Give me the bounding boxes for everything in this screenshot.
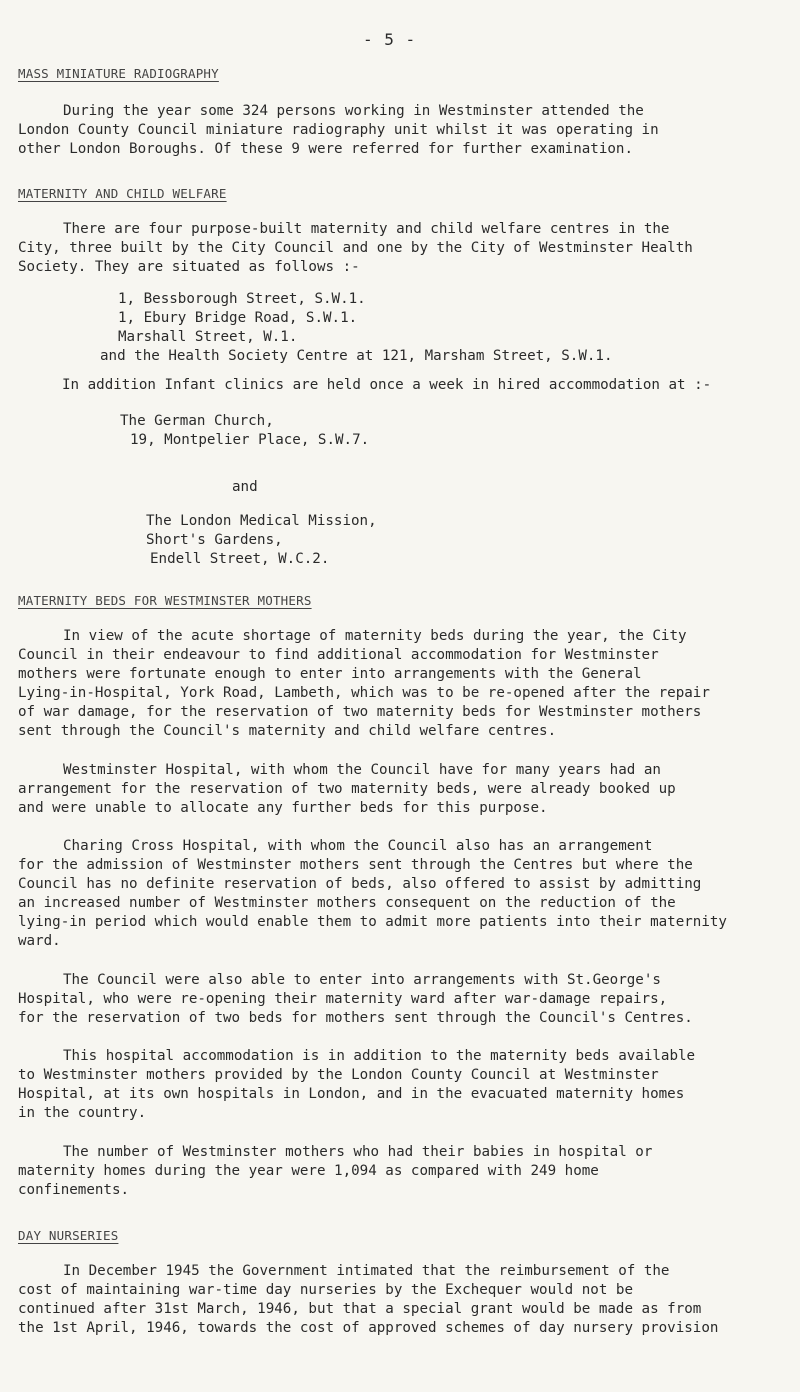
text-line: an increased number of Westminster mothers consequent on the reduction of the xyxy=(18,895,676,911)
text-line: cost of maintaining war-time day nurseries by the Exchequer would not be xyxy=(18,1282,633,1298)
text-line: other London Boroughs. Of these 9 were referred for further examination. xyxy=(18,141,633,157)
paragraph-beds-1 xyxy=(18,627,788,741)
paragraph-beds-6 xyxy=(18,1143,788,1200)
text-line: Westminster Hospital, with whom the Council have for many years had an xyxy=(63,762,661,778)
text-line: In view of the acute shortage of maternity beds during the year, the City xyxy=(63,628,687,644)
and-connector: and xyxy=(232,479,258,495)
address-line: 19, Montpelier Place, S.W.7. xyxy=(130,432,370,448)
centres-list xyxy=(118,290,366,347)
text-line: Council in their endeavour to find additional accommodation for Westminster xyxy=(18,647,659,663)
text-line: in the country. xyxy=(18,1105,147,1121)
text-line: London County Council miniature radiography unit whilst it was operating in xyxy=(18,122,659,138)
text-line: In December 1945 the Government intimated that the reimbursement of the xyxy=(63,1263,670,1279)
heading-maternity-beds: MATERNITY BEDS FOR WESTMINSTER MOTHERS xyxy=(18,593,312,608)
paragraph-beds-2 xyxy=(18,761,788,818)
text-line: ward. xyxy=(18,933,61,949)
centre-address: Marshall Street, W.1. xyxy=(118,329,298,345)
text-line: This hospital accommodation is in addition to the maternity beds available xyxy=(63,1048,696,1064)
text-line: lying-in period which would enable them to admit more patients into their maternity xyxy=(18,914,727,930)
paragraph-beds-3 xyxy=(18,837,788,951)
text-line: Lying-in-Hospital, York Road, Lambeth, which was to be re-opened after the repair xyxy=(18,685,710,701)
text-line: arrangement for the reservation of two maternity beds, were already booked up xyxy=(18,781,676,797)
text-line: and were unable to allocate any further beds for this purpose. xyxy=(18,800,548,816)
paragraph-mass-radiography xyxy=(18,102,788,159)
clinic-address-medical-mission xyxy=(146,512,377,569)
clinic-address-german-church xyxy=(120,412,369,450)
paragraph-beds-4 xyxy=(18,971,788,1028)
centre-address: 1, Bessborough Street, S.W.1. xyxy=(118,291,366,307)
text-line: Charing Cross Hospital, with whom the Council also has an arrangement xyxy=(63,838,653,854)
text-line: to Westminster mothers provided by the London County Council at Westminster xyxy=(18,1067,659,1083)
centre-address: 1, Ebury Bridge Road, S.W.1. xyxy=(118,310,358,326)
paragraph-welfare-intro xyxy=(18,220,788,277)
text-line: During the year some 324 persons working in Westminster attended the xyxy=(63,103,644,119)
text-line: Council has no definite reservation of beds, also offered to assist by admitting xyxy=(18,876,702,892)
text-line: City, three built by the City Council and one by the City of Westminster Health xyxy=(18,240,693,256)
text-line: The Council were also able to enter into arrangements with St.George's xyxy=(63,972,661,988)
text-line: mothers were fortunate enough to enter into arrangements with the General xyxy=(18,666,642,682)
text-line: maternity homes during the year were 1,094 as compared with 249 home xyxy=(18,1163,599,1179)
heading-day-nurseries: DAY NURSERIES xyxy=(18,1228,119,1243)
text-line: The number of Westminster mothers who had their babies in hospital or xyxy=(63,1144,653,1160)
text-line: Hospital, at its own hospitals in London, and in the evacuated maternity homes xyxy=(18,1086,685,1102)
text-line: There are four purpose-built maternity and child welfare centres in the xyxy=(63,221,670,237)
text-line: Hospital, who were re-opening their maternity ward after war-damage repairs, xyxy=(18,991,668,1007)
centre-address-last: and the Health Society Centre at 121, Marsham Street, S.W.1. xyxy=(100,348,613,364)
text-line: the 1st April, 1946, towards the cost of approved schemes of day nursery provision xyxy=(18,1320,719,1336)
address-line: The German Church, xyxy=(120,413,274,429)
text-line: sent through the Council's maternity and child welfare centres. xyxy=(18,723,557,739)
text-line: Society. They are situated as follows :- xyxy=(18,259,360,275)
text-line: confinements. xyxy=(18,1182,130,1198)
address-line: Endell Street, W.C.2. xyxy=(150,551,330,567)
paragraph-beds-5 xyxy=(18,1047,788,1123)
address-line: The London Medical Mission, xyxy=(146,513,377,529)
heading-maternity-welfare: MATERNITY AND CHILD WELFARE xyxy=(18,186,227,201)
paragraph-day-nurseries xyxy=(18,1262,788,1338)
text-line: for the reservation of two beds for mothers sent through the Council's Centres. xyxy=(18,1010,693,1026)
infant-clinics-line: In addition Infant clinics are held once a week in hired accommodation at :- xyxy=(62,377,712,393)
page-number: - 5 - xyxy=(363,30,417,49)
address-line: Short's Gardens, xyxy=(146,532,283,548)
text-line: of war damage, for the reservation of two maternity beds for Westminster mothers xyxy=(18,704,702,720)
heading-mass-radiography: MASS MINIATURE RADIOGRAPHY xyxy=(18,66,219,81)
text-line: for the admission of Westminster mothers sent through the Centres but where the xyxy=(18,857,693,873)
text-line: continued after 31st March, 1946, but that a special grant would be made as from xyxy=(18,1301,702,1317)
